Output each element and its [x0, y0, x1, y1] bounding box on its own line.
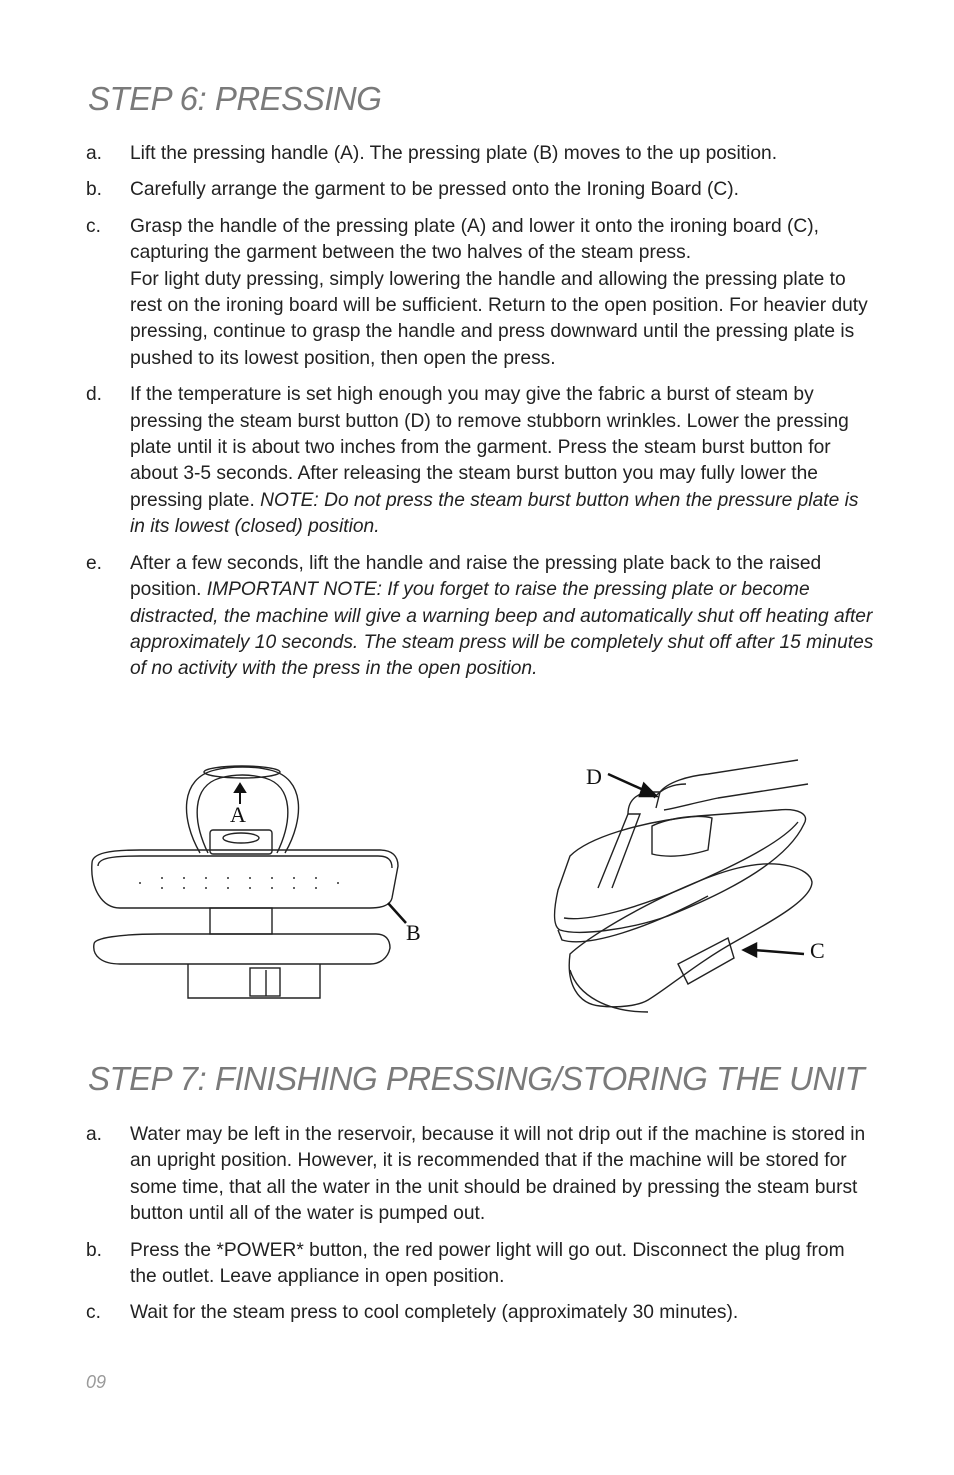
item-text: If the temperature is set high enough you may give the fabric a burst of steam by pressing the steam burst button (D) to remove stubborn wrinkles. Lower the pressing plate until it is about two inches from the garment. Press the steam burst button for about 3-5 seconds. After releasing the steam burst button you may fully lower the pressing plate.	[130, 384, 849, 511]
steam-press-front-illustration	[80, 758, 410, 1008]
item-text: Wait for the steam press to cool completely (approximately 30 minutes).	[130, 1302, 739, 1324]
item-body	[130, 551, 876, 683]
item-letter: d.	[86, 384, 103, 406]
step6-item-d	[86, 382, 876, 540]
item-note: NOTE: Do not press the steam burst button when the pressure plate is in its lowest (closed) position.	[130, 489, 859, 538]
item-text: Carefully arrange the garment to be pressed onto the Ironing Board (C).	[130, 179, 740, 201]
item-letter: a.	[86, 1124, 103, 1145]
label-c: C	[810, 938, 825, 963]
pointer-arrow-icon	[608, 774, 656, 796]
item-letter: a.	[86, 143, 103, 164]
item-letter: e.	[86, 552, 103, 574]
item-body	[130, 382, 876, 540]
item-letter: c.	[86, 215, 101, 237]
item-text: Lift the pressing handle (A). The pressing plate (B) moves to the up position.	[130, 143, 778, 164]
figure-perspective-view	[548, 758, 838, 1020]
step6-heading: STEP 6: PRESSING	[88, 80, 382, 117]
step6-item-e	[86, 551, 876, 683]
item-note: IMPORTANT NOTE: If you forget to raise the pressing plate or become distracted, the machine will give a warning beep and automatically shut off heating after approximately 10 seconds. The steam press will be completely shut off after 15 minutes of no activity with the press in the open position.	[130, 579, 874, 680]
item-text: Water may be left in the reservoir, because it will not drip out if the machine is stored in an upright position. However, it is recommended that if the machine will be stored for some time, that all the water in the unit should be drained by pressing the steam burst button until all of the water is pumped out.	[130, 1124, 866, 1225]
item-body	[130, 214, 876, 372]
arrow-up-icon	[235, 784, 245, 804]
step6-item-b	[86, 177, 876, 203]
label-a: A	[230, 802, 246, 827]
item-letter: b.	[86, 1239, 103, 1261]
steam-press-perspective-illustration	[548, 758, 838, 1020]
step7-heading: STEP 7: FINISHING PRESSING/STORING THE UNIT	[88, 1060, 865, 1097]
step6-instructions	[86, 141, 876, 693]
label-d: D	[586, 764, 602, 789]
step7-instructions	[86, 1122, 876, 1337]
step6-item-c	[86, 214, 876, 372]
vent-dots	[139, 877, 339, 889]
step7-item-b	[86, 1238, 876, 1291]
label-b: B	[406, 920, 421, 945]
item-text: Grasp the handle of the pressing plate (A) and lower it onto the ironing board (C), capturing the garment between the two halves of the steam press.	[130, 215, 820, 264]
item-text: After a few seconds, lift the handle and raise the pressing plate back to the raised position.	[130, 552, 822, 601]
step7-item-c	[86, 1300, 876, 1326]
step6-item-a	[86, 141, 876, 167]
item-text-continued: For light duty pressing, simply lowering the handle and allowing the pressing plate to rest on the ironing board will be sufficient. Return to the open position. For heavier duty pressing, continue to grasp the handle and press downward until the pressing plate is pushed to its lowest position, then open the press.	[130, 268, 868, 369]
page-number: 09	[86, 1372, 107, 1392]
item-text: Press the *POWER* button, the red power light will go out. Disconnect the plug from the outlet. Leave appliance in open position.	[130, 1239, 845, 1288]
item-letter: b.	[86, 179, 103, 201]
step7-item-a	[86, 1122, 876, 1228]
item-letter: c.	[86, 1302, 101, 1324]
pointer-arrow-icon	[744, 944, 804, 956]
pointer-arrow-icon	[388, 903, 406, 923]
figure-front-view	[80, 758, 421, 1008]
